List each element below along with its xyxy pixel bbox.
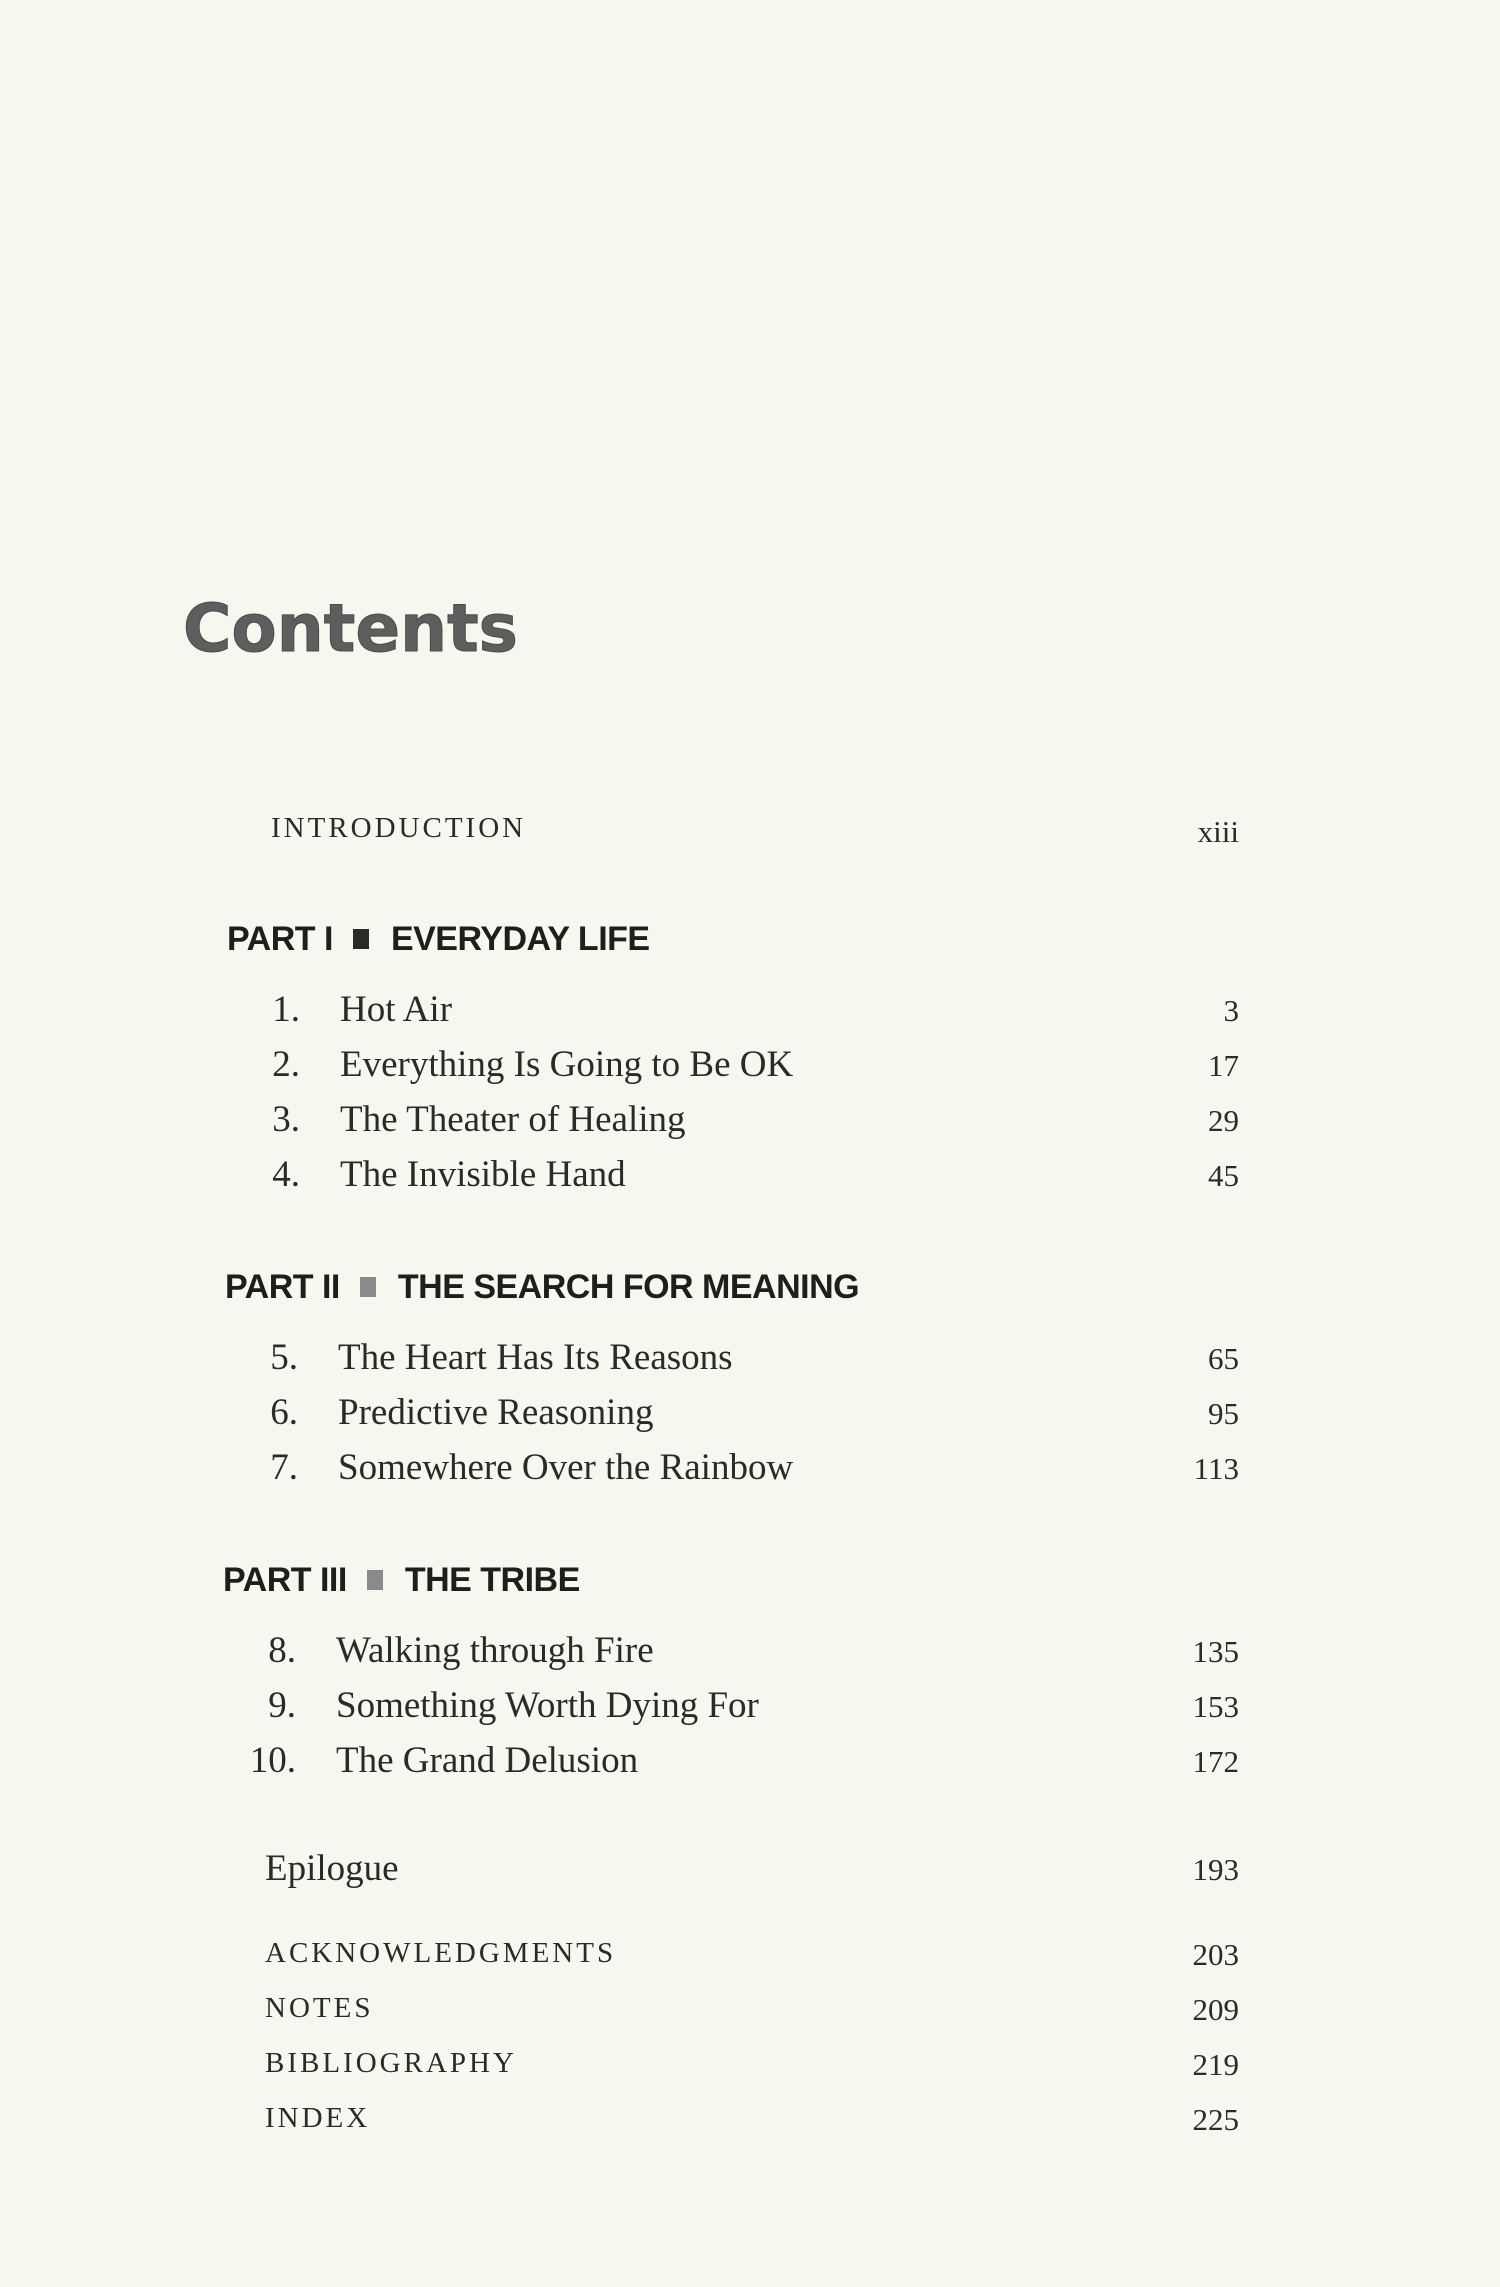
chapter-page: 95: [1208, 1396, 1239, 1431]
chapter-number: 4.: [272, 1154, 300, 1195]
toc-chapter[interactable]: [0, 988, 1500, 1048]
back-matter-page: 203: [1192, 1937, 1239, 1972]
chapter-title: Somewhere Over the Rainbow: [338, 1447, 794, 1488]
toc-chapter[interactable]: [0, 1098, 1500, 1158]
toc-entry-introduction[interactable]: [0, 812, 1500, 872]
chapter-page: 135: [1192, 1634, 1239, 1669]
page-title: Contents: [183, 590, 518, 667]
chapter-number: 10.: [249, 1740, 296, 1781]
chapter-number: 1.: [272, 989, 300, 1030]
part-heading: [0, 1561, 1500, 1621]
toc-chapter[interactable]: [0, 1739, 1500, 1799]
toc-entry-epilogue[interactable]: [0, 1847, 1500, 1907]
chapter-title: The Heart Has Its Reasons: [338, 1337, 733, 1378]
toc-chapter[interactable]: [0, 1391, 1500, 1451]
chapter-number: 7.: [270, 1447, 298, 1488]
chapter-number: 3.: [272, 1099, 300, 1140]
toc-entry-acknowledgments[interactable]: [0, 1937, 1500, 1997]
chapter-number: 5.: [270, 1337, 298, 1378]
part-label: PART III: [223, 1561, 347, 1599]
back-matter-label: ACKNOWLEDGMENTS: [265, 1937, 617, 1969]
toc-chapter[interactable]: [0, 1336, 1500, 1396]
square-bullet-icon: [360, 1277, 376, 1297]
chapter-title: Walking through Fire: [336, 1630, 654, 1671]
chapter-number: 2.: [272, 1044, 300, 1085]
chapter-title: The Grand Delusion: [336, 1740, 639, 1781]
epilogue-label: Epilogue: [265, 1848, 399, 1889]
epilogue-page: 193: [1192, 1852, 1239, 1887]
toc-entry-page: xiii: [1197, 814, 1239, 849]
part-label: PART I: [227, 920, 333, 958]
back-matter-page: 219: [1192, 2047, 1239, 2082]
chapter-number: 8.: [268, 1630, 296, 1671]
part-label: PART II: [225, 1268, 340, 1306]
chapter-title: Predictive Reasoning: [338, 1392, 654, 1433]
chapter-page: 153: [1192, 1689, 1239, 1724]
back-matter-page: 209: [1192, 1992, 1239, 2027]
chapter-title: The Theater of Healing: [340, 1099, 686, 1140]
back-matter-label: INDEX: [265, 2102, 371, 2134]
chapter-page: 29: [1208, 1103, 1239, 1138]
toc-entry-bibliography[interactable]: [0, 2047, 1500, 2107]
chapter-page: 17: [1208, 1048, 1239, 1083]
toc-chapter[interactable]: [0, 1684, 1500, 1744]
toc-chapter[interactable]: [0, 1043, 1500, 1103]
toc-chapter[interactable]: [0, 1153, 1500, 1213]
chapter-page: 172: [1192, 1744, 1239, 1779]
part-heading: [0, 920, 1500, 980]
part-title: EVERYDAY LIFE: [390, 920, 650, 958]
part-title: THE SEARCH FOR MEANING: [397, 1268, 860, 1306]
chapter-page: 3: [1223, 993, 1239, 1028]
square-bullet-icon: [353, 929, 369, 949]
chapter-title: Everything Is Going to Be OK: [340, 1044, 794, 1085]
chapter-page: 65: [1208, 1341, 1239, 1376]
chapter-page: 45: [1208, 1158, 1239, 1193]
chapter-number: 6.: [270, 1392, 298, 1433]
toc-entry-label: INTRODUCTION: [271, 812, 527, 844]
chapter-page: 113: [1193, 1451, 1239, 1486]
back-matter-label: NOTES: [265, 1992, 374, 2024]
chapter-title: The Invisible Hand: [340, 1154, 626, 1195]
part-title: THE TRIBE: [404, 1561, 580, 1599]
toc-entry-index[interactable]: [0, 2102, 1500, 2162]
square-bullet-icon: [367, 1570, 383, 1590]
toc-entry-notes[interactable]: [0, 1992, 1500, 2052]
chapter-number: 9.: [268, 1685, 296, 1726]
chapter-title: Something Worth Dying For: [336, 1685, 759, 1726]
back-matter-page: 225: [1192, 2102, 1239, 2137]
toc-chapter[interactable]: [0, 1629, 1500, 1689]
chapter-title: Hot Air: [340, 989, 453, 1030]
part-heading: [0, 1268, 1500, 1328]
toc-chapter[interactable]: [0, 1446, 1500, 1506]
back-matter-label: BIBLIOGRAPHY: [265, 2047, 517, 2079]
